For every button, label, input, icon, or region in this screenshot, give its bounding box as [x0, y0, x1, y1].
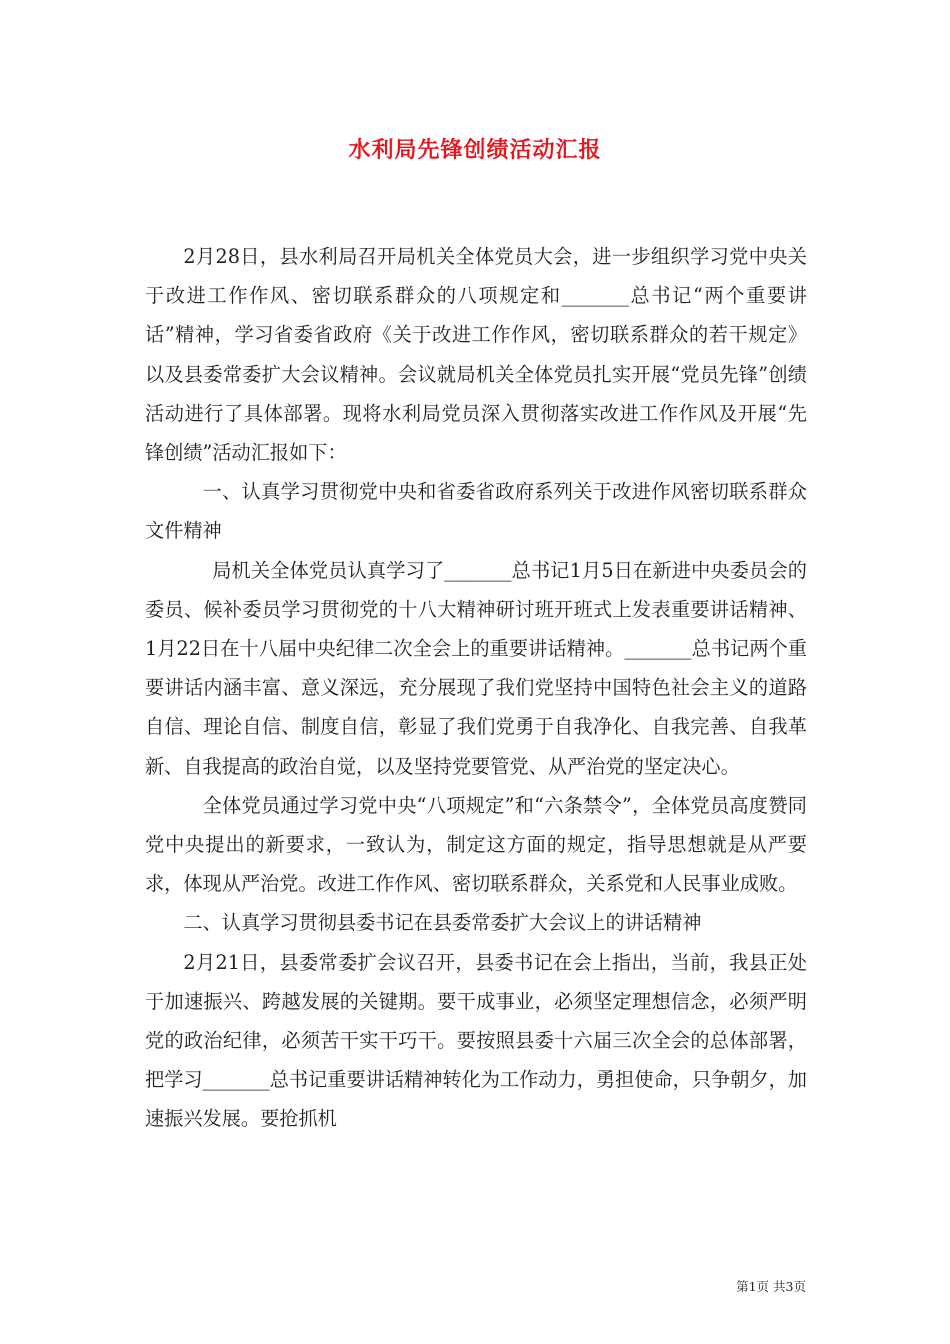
- page-number-footer: 第1页 共3页: [736, 1279, 806, 1294]
- paragraph-eight-rules: 全体党员通过学习党中央“八项规定”和“六条禁令”，全体党员高度赞同党中央提出的新要求，一致认为，制定这方面的规定，指导思想就是从严要求，体现从严治党。改进工作作风、密切联系群众，关系党和人民事业成败。: [145, 793, 807, 896]
- paragraph-county-meeting: 2月21日，县委常委扩会议召开，县委书记在会上指出，当前，我县正处于加速振兴、跨越发展的关键期。要干成事业，必须坚定理想信念，必须严明党的政治纪律，必须苦干实干巧干。要按照县委十六届三次全会的总体部署，把学习_______总书记重要讲话精神转化为工作动力，勇担使命，只争朝夕，加速振兴发展。要抢抓机: [145, 950, 807, 1131]
- section-heading-1: 一、认真学习贯彻党中央和省委省政府系列关于改进作风密切联系群众文件精神: [145, 480, 807, 543]
- paragraph-intro: 2月28日，县水利局召开局机关全体党员大会，进一步组织学习党中央关于改进工作作风、密切联系群众的八项规定和_______总书记“两个重要讲话”精神，学习省委省政府《关于改进工作作风，密切联系群众的若干规定》以及县委常委扩大会议精神。会议就局机关全体党员扎实开展“党员先锋”创绩活动进行了具体部署。现将水利局党员深入贯彻落实改进工作作风及开展“先锋创绩”活动汇报如下：: [145, 245, 807, 465]
- section-heading-2: 二、认真学习贯彻县委书记在县委常委扩大会议上的讲话精神: [183, 911, 702, 935]
- document-body: [145, 237, 807, 1139]
- document-title: 水利局先锋创绩活动汇报: [348, 137, 602, 163]
- paragraph-study-speeches: 局机关全体党员认真学习了_______总书记1月5日在新进中央委员会的委员、候补委员学习贯彻党的十八大精神研讨班开班式上发表重要讲话精神、1月22日在十八届中央纪律二次全会上的重要讲话精神。_______总书记两个重要讲话内涵丰富、意义深远，充分展现了我们党坚持中国特色社会主义的道路自信、理论自信、制度自信，彰显了我们党勇于自我净化、自我完善、自我革新、自我提高的政治自觉，以及坚持党要管党、从严治党的坚定决心。: [145, 558, 807, 778]
